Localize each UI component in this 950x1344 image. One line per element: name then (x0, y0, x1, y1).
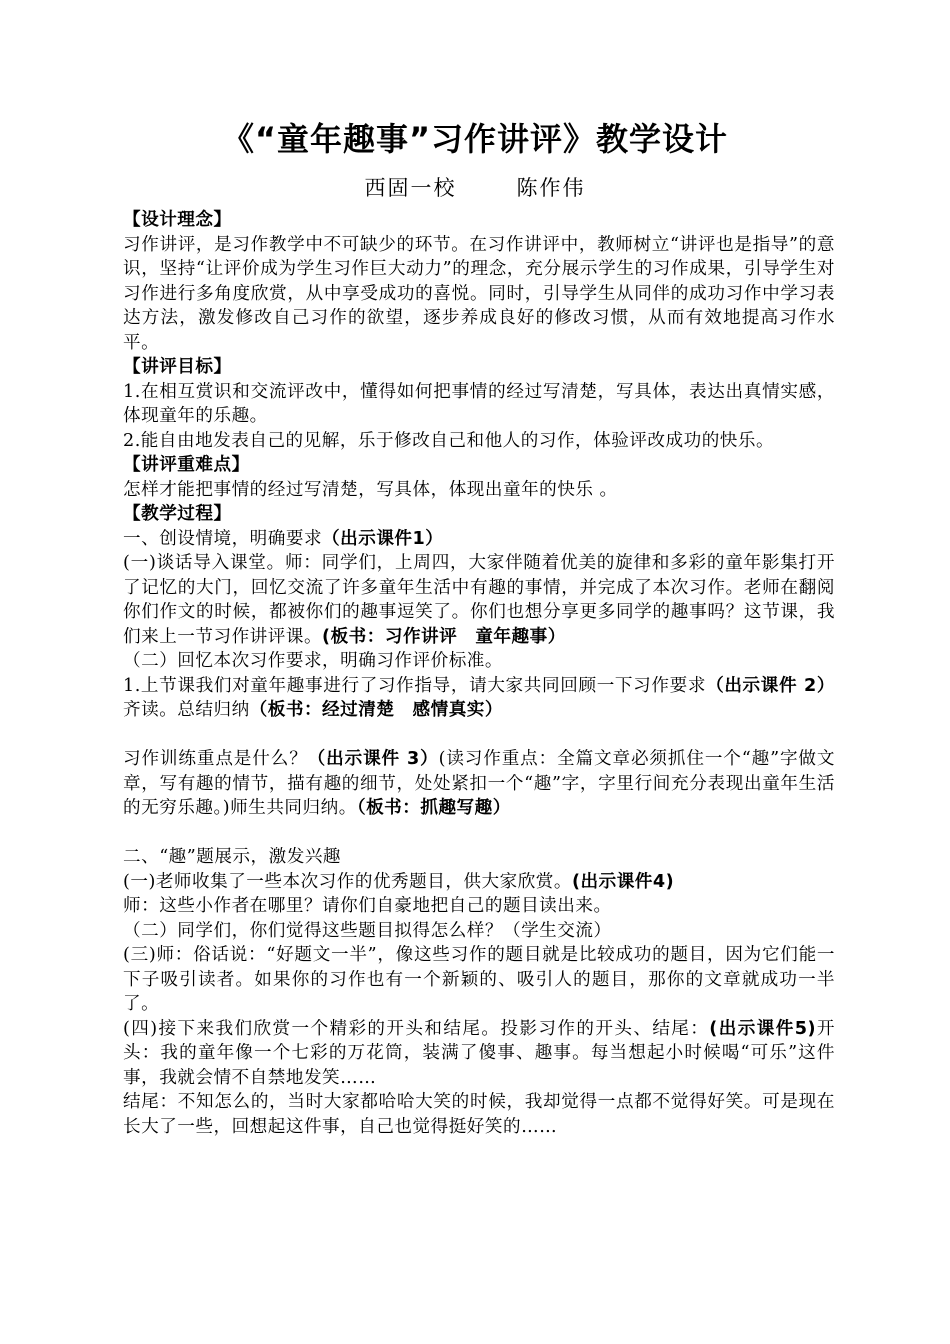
step-1-2-paragraph: （二）回忆本次习作要求，明确习作评价标准。 (123, 651, 503, 671)
step-1-1-paragraph: (一)谈话导入课堂。师：同学们，上周四，大家伴随着优美的旋律和多彩的童年影集打开了记忆的大门，回忆交流了许多童年生活中有趣的事情，并完成了本次习作。老师在翻阅你们作文的时候，都被你们的趣事逗笑了。你们也想分享更多同学的趣事吗？这节课，我们来上一节习作讲评课。(板书：习作讲评 童年趣事） (123, 553, 835, 647)
author-name: 陈作伟 (516, 176, 586, 200)
courseware-tag: (出示课件5) (709, 1018, 816, 1039)
goal-item-2: 2.能自由地发表自己的见解，乐于修改自己和他人的习作，体验评改成功的快乐。 (123, 430, 775, 451)
section-heading-process: 【教学过程】 (123, 504, 232, 524)
courseware-tag: （出示课件 2） (706, 675, 835, 696)
step-1-title: 一、创设情境，明确要求（出示课件1） (123, 528, 444, 549)
section-heading-difficulty: 【讲评重难点】 (123, 455, 250, 475)
section-heading-concept: 【设计理念】 (123, 210, 232, 230)
author-line (0, 172, 950, 202)
document-title: 《“童年趣事”习作讲评》教学设计 (221, 120, 729, 158)
step-2-title: 二、“趣”题展示，激发兴趣 (123, 847, 342, 867)
step-2-3-paragraph: (三)师：俗话说：“好题文一半”，像这些习作的题目就是比较成功的题目，因为它们能一下子吸引读者。如果你的习作也有一个新颖的、吸引人的题目，那你的文章就成功一半了。 (123, 945, 835, 1014)
board-note: （板书：抓趣写趣） (356, 798, 511, 818)
section-heading-goals: 【讲评目标】 (123, 357, 232, 377)
step-2-1b-paragraph: 师：这些小作者在哪里？请你们自豪地把自己的题目读出来。 (123, 896, 612, 916)
step-2-4-paragraph: (四)接下来我们欣赏一个精彩的开头和结尾。投影习作的开头、结尾：(出示课件5)开头：我的童年像一个七彩的万花筒，装满了傻事、趣事。每当想起小时候喝“可乐”这件事，我就会情不自禁地发笑…… (123, 1018, 835, 1088)
step-2-1-paragraph: (一)老师收集了一些本次习作的优秀题目，供大家欣赏。(出示课件4) (123, 871, 675, 892)
step-2-5-paragraph: 结尾：不知怎么的，当时大家都哈哈大笑的时候，我却觉得一点都不觉得好笑。可是现在长大了一些，回想起这件事，自己也觉得挺好笑的…… (123, 1092, 835, 1137)
courseware-tag: （出示课件 3） (307, 749, 439, 769)
board-note: (板书：习作讲评 童年趣事） (322, 626, 566, 647)
courseware-tag: (出示课件4) (571, 871, 675, 892)
document-body (123, 208, 835, 1139)
courseware-tag: （出示课件1） (322, 528, 444, 549)
goal-item-1: 1.在相互赏识和交流评改中，懂得如何把事情的经过写清楚，写具体，表达出真情实感，体现童年的乐趣。 (123, 381, 835, 426)
author-school: 西固一校 (364, 176, 457, 200)
concept-paragraph: 习作讲评，是习作教学中不可缺少的环节。在习作讲评中，教师树立“讲评也是指导”的意识，坚持“让评价成为学生习作巨大动力”的理念，充分展示学生的习作成果，引导学生对习作进行多角度欣赏，从中享受成功的喜悦。同时，引导学生从同伴的成功习作中学习表达方法，激发修改自己习作的欲望，逐步养成良好的修改习惯，从而有效地提高习作水平。 (123, 234, 835, 353)
board-note: （板书：经过清楚 感情真实） (249, 700, 503, 720)
step-1-2a-paragraph: 1.上节课我们对童年趣事进行了习作指导，请大家共同回顾一下习作要求（出示课件 2）齐读。总结归纳（板书：经过清楚 感情真实） (123, 675, 835, 720)
step-2-2-paragraph: （二）同学们，你们觉得这些题目拟得怎么样？（学生交流） (123, 920, 612, 941)
step-1-2b-paragraph: 习作训练重点是什么？（出示课件 3）(读习作重点：全篇文章必须抓住一个“趣”字做文章，写有趣的情节，描有趣的细节，处处紧扣一个“趣”字，字里行间充分表现出童年生活的无穷乐趣。)师生共同归纳。（板书：抓趣写趣） (123, 749, 835, 818)
difficulty-paragraph: 怎样才能把事情的经过写清楚，写具体，体现出童年的快乐 。 (123, 479, 618, 500)
